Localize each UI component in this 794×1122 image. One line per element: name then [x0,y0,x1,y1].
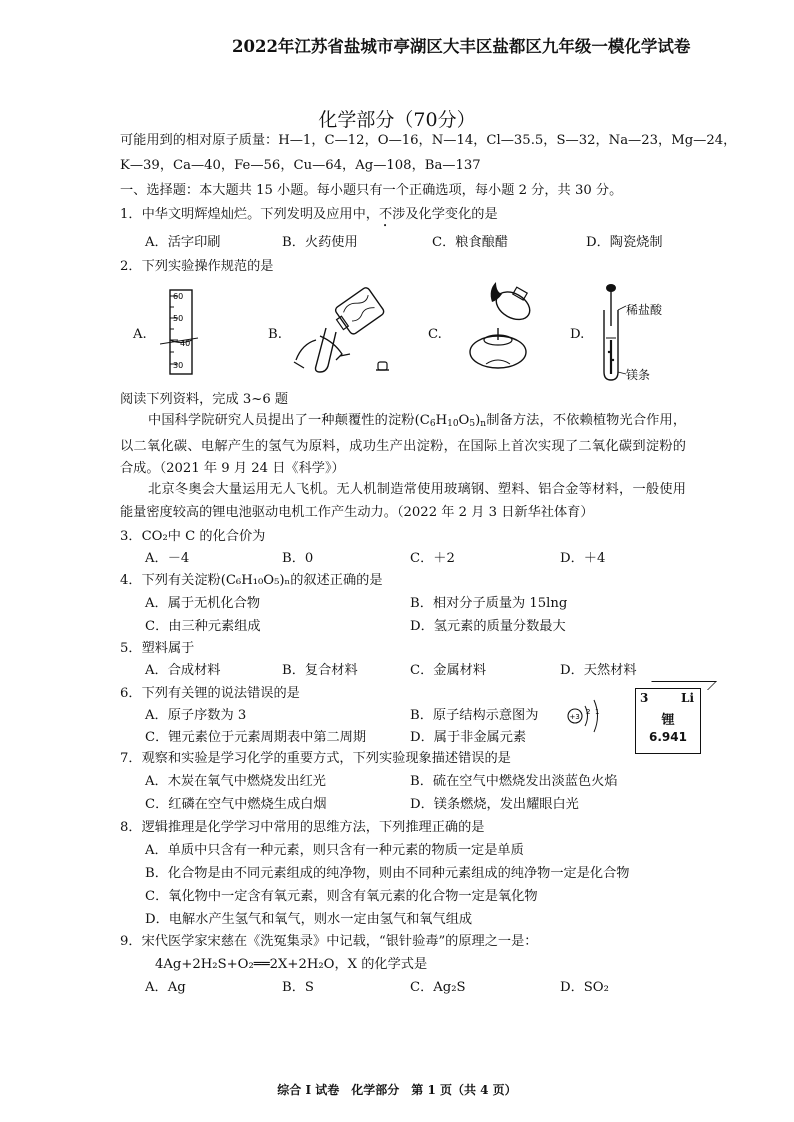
q9-option-a: A．Ag [145,980,186,995]
lithium-atom-structure-figure [565,694,615,734]
shell-1-electrons: 2 [586,708,591,716]
q4-option-d: D．氢元素的质量分数最大 [410,619,566,634]
q6-option-b: B．原子结构示意图为 [410,708,539,723]
q1-stem: 1．中华文明辉煌灿烂。下列发明及应用中，不涉及化学变化的是 [120,207,498,222]
q9-stem: 9．宋代医学家宋慈在《洗冤集录》中记载，“银针验毒”的原理之一是： [120,934,538,949]
q9-option-c: C．Ag₂S [410,980,466,995]
q5-option-c: C．金属材料 [410,663,487,678]
q5-option-d: D．天然材料 [560,663,637,678]
q8-option-a: A．单质中只含有一种元素，则只含有一种元素的物质一定是单质 [145,843,524,858]
element-symbol: Li [681,691,694,705]
reading-paragraph-1: 中国科学院研究人员提出了一种颠覆性的淀粉$(C_6H_{10}O_5)_n$制备方法，不依赖植物光合作用，以二氧化碳、电解产生的氢气为原料，成功生产出淀粉，在国际上首次实现了二氧化碳到淀粉的合成。（2021 年 9 月 24 日《科学》） [120,413,687,476]
q2-option-b: B. [268,327,282,342]
q9-option-d: D．SO₂ [560,980,609,995]
pouring-liquid-figure [290,282,400,374]
q1-option-b: B．火药使用 [282,235,358,250]
q7-stem: 7．观察和实验是学习化学的重要方式，下列实验现象描述错误的是 [120,751,511,766]
q4-option-c: C．由三种元素组成 [145,619,261,634]
q3-option-a: A．－4 [145,551,190,566]
q1-option-d: D．陶瓷烧制 [586,235,663,250]
label-magnesium: 镁条 [626,368,651,382]
graduated-cylinder-figure [160,288,200,376]
section-title: 化学部分（70分） [318,109,476,131]
shell-2-electrons: 1 [595,708,600,716]
page-footer: 综合 I 试卷 化学部分 第 1 页（共 4 页） [277,1083,517,1097]
q7-option-a: A．木炭在氧气中燃烧发出红光 [145,774,326,789]
alcohol-lamp-figure [452,280,548,376]
q1-emphasis: 不 [378,207,393,222]
atomic-mass: 6.941 [649,730,687,744]
q3-stem: 3．CO₂中 C 的化合价为 [120,529,266,544]
q5-option-b: B．复合材料 [282,663,358,678]
element-name: 锂 [661,713,675,728]
q6-option-c: C．锂元素位于元素周期表中第二周期 [145,730,367,745]
q8-option-c: C．氧化物中一定含有氧元素，则含有氧元素的化合物一定是氧化物 [145,889,538,904]
atomic-number: 3 [640,691,649,705]
q9-equation: 4Ag+2H₂S+O₂══2X+2H₂O，X 的化学式是 [155,957,428,972]
exam-title: 2022年江苏省盐城市亭湖区大丰区盐都区九年级一模化学试卷 [232,37,691,56]
reading-paragraph-2: 北京冬奥会大量运用无人飞机。无人机制造常使用玻璃钢、塑料、铝合金等材料，一般使用能量密度较高的锂电池驱动电机工作产生动力。（2022 年 2 月 3 日新华社体育） [120,482,686,520]
q4-stem: 4．下列有关淀粉(C₆H₁₀O₅)ₙ的叙述正确的是 [120,573,383,588]
q6-stem: 6．下列有关锂的说法错误的是 [120,686,300,701]
cylinder-tick-60: 60 [173,292,184,301]
cylinder-tick-50: 50 [173,314,184,323]
q4-option-a: A．属于无机化合物 [145,596,261,611]
q1-option-c: C．粮食酿醋 [432,235,509,250]
q2-option-d: D. [570,327,585,342]
q3-option-b: B．0 [282,551,314,566]
q2-option-a: A. [133,327,147,342]
q8-option-d: D．电解水产生氢气和氧气，则水一定由氢气和氧气组成 [145,912,473,927]
part1-heading: 一、选择题：本大题共 15 小题。每小题只有一个正确选项，每小题 2 分，共 30 分。 [120,183,623,198]
q3-option-c: C．＋2 [410,551,455,566]
q1-option-a: A．活字印刷 [145,235,221,250]
q2-option-c: C. [428,327,442,342]
atomic-masses-line-2: K—39，Ca—40，Fe—56，Cu—64，Ag—108，Ba—137 [120,158,481,173]
q4-option-b: B．相对分子质量为 15lng [410,596,568,611]
q5-stem: 5．塑料属于 [120,641,195,656]
q8-option-b: B．化合物是由不同元素组成的纯净物，则由不同种元素组成的纯净物一定是化合物 [145,866,630,881]
q8-stem: 8．逻辑推理是化学学习中常用的思维方法，下列推理正确的是 [120,820,485,835]
atomic-masses-line-1: 可能用到的相对原子质量：H—1，C—12，O—16，N—14，Cl—35.5，S—32，Na—23，Mg—24， [120,133,737,148]
q6-option-a: A．原子序数为 3 [145,708,247,723]
q6-option-d: D．属于非金属元素 [410,730,527,745]
label-dilute-acid: 稀盐酸 [626,303,663,317]
q3-option-d: D．＋4 [560,551,606,566]
cylinder-tick-30: 30 [173,361,184,370]
q7-option-c: C．红磷在空气中燃烧生成白烟 [145,797,327,812]
q9-option-b: B．S [282,980,314,995]
cylinder-tick-40: 40 [180,339,191,348]
q5-option-a: A．合成材料 [145,663,221,678]
q7-option-d: D．镁条燃烧，发出耀眼白光 [410,797,579,812]
q7-option-b: B．硫在空气中燃烧发出淡蓝色火焰 [410,774,618,789]
q2-stem: 2．下列实验操作规范的是 [120,259,274,274]
lithium-element-card [635,688,701,754]
nucleus-charge: +3 [569,713,580,721]
reading-intro: 阅读下列资料，完成 3~6 题 [120,392,289,407]
